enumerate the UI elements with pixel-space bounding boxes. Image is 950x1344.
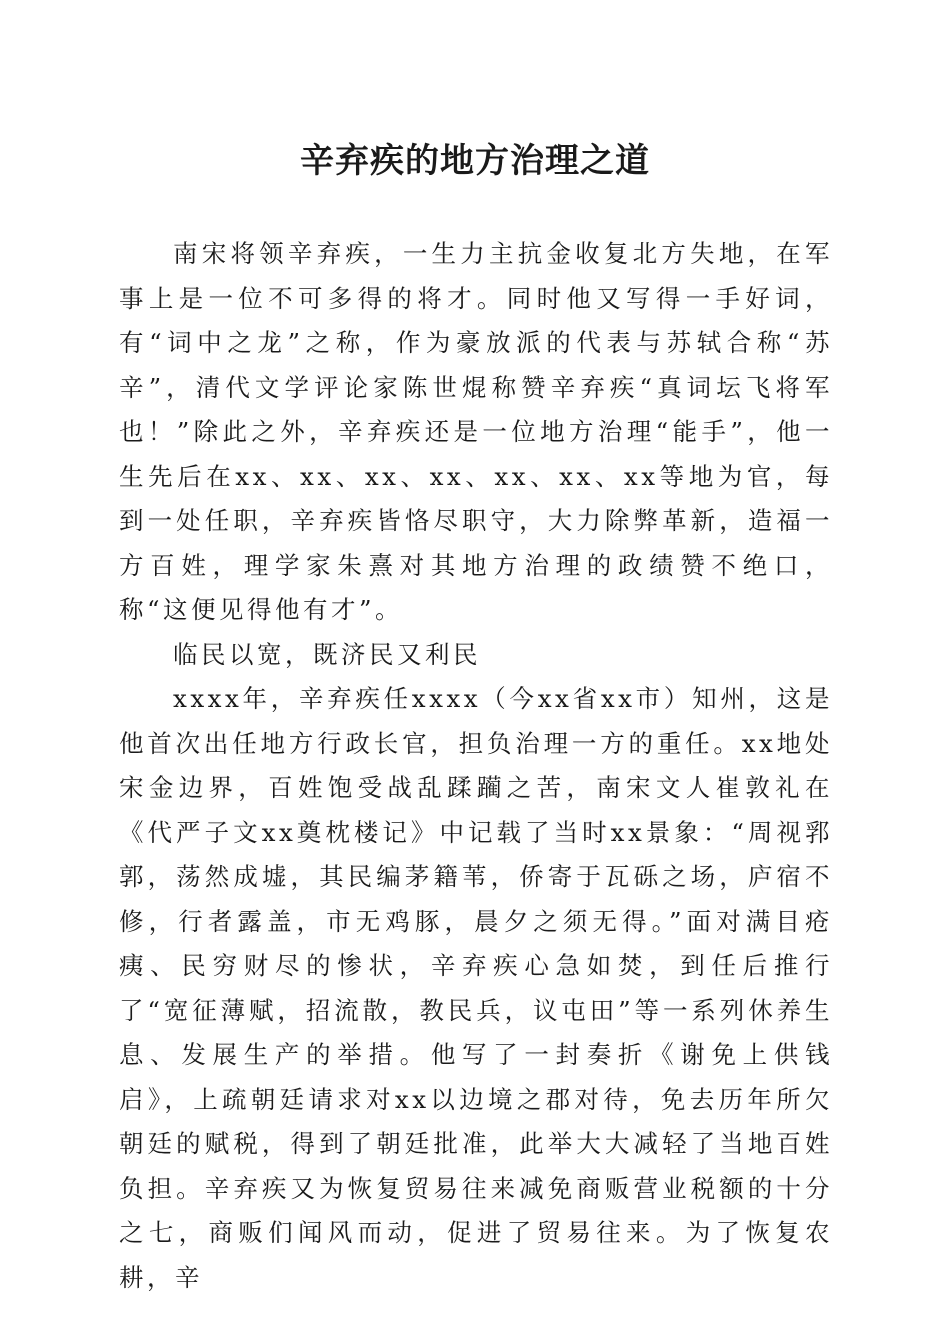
section-heading: 临民以宽，既济民又利民 [173,639,481,669]
body-paragraph: xxxx年，辛弃疾任xxxx（今xx省xx市）知州，这是他首次出任地方行政长官，担负治理一方的重任。xx地处宋金边界，百姓饱受战乱蹂躏之苦，南宋文人崔敦礼在《代严子文xx奠枕楼记》中记载了当时xx景象：“周视郛郭，荡然成墟，其民编茅籍苇，侨寄于瓦砾之场，庐宿不修，行者露盖，市无鸡豚，晨夕之须无得。”面对满目疮痍、民穷财尽的惨状，辛弃疾心急如焚，到任后推行了“宽征薄赋，招流散，教民兵，议屯田”等一系列休养生息、发展生产的举措。他写了一封奏折《谢免上供钱启》，上疏朝廷请求对xx以边境之郡对待，免去历年所欠朝廷的赋税，得到了朝廷批准，此举大大减轻了当地百姓负担。辛弃疾又为恢复贸易往来减免商贩营业税额的十分之七，商贩们闻风而动，促进了贸易往来。为了恢复农耕，辛 [119,684,833,1292]
document-title: 辛弃疾的地方治理之道 [300,141,650,181]
document-body [119,232,833,1300]
intro-paragraph: 南宋将领辛弃疾，一生力主抗金收复北方失地，在军事上是一位不可多得的将才。同时他又写得一手好词，有“词中之龙”之称，作为豪放派的代表与苏轼合称“苏辛”，清代文学评论家陈世焜称赞辛弃疾“真词坛飞将军也！”除此之外，辛弃疾还是一位地方治理“能手”，他一生先后在xx、xx、xx、xx、xx、xx、xx等地为官，每到一处任职，辛弃疾皆恪尽职守，大力除弊革新，造福一方百姓，理学家朱熹对其地方治理的政绩赞不绝口，称“这便见得他有才”。 [119,239,833,624]
